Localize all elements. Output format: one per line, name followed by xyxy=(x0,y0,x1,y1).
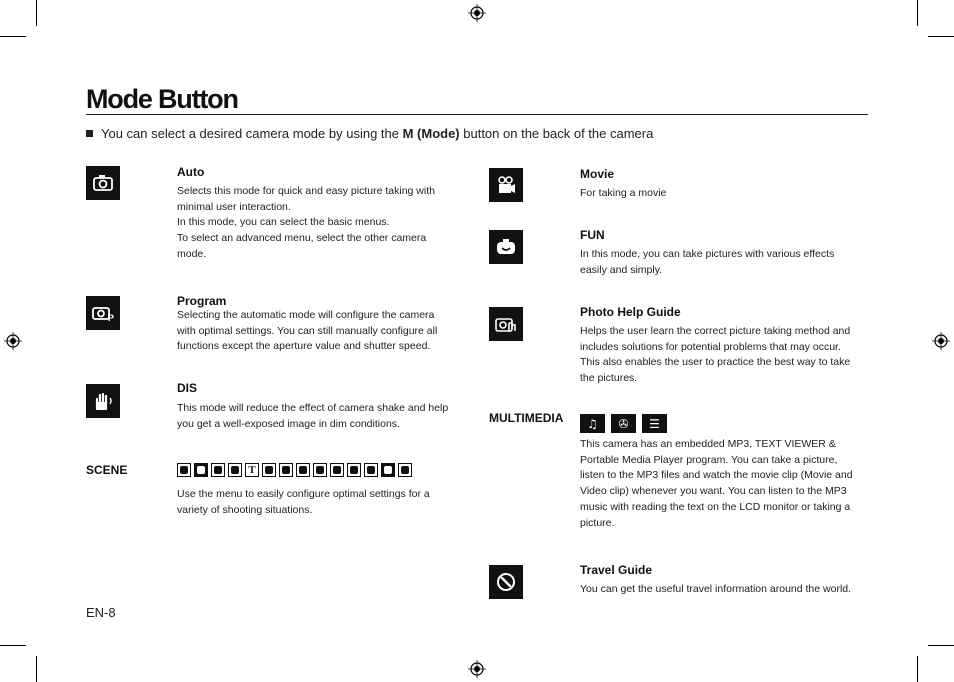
text-document-icon: ☰ xyxy=(642,414,667,433)
text-line: In this mode, you can select the basic menus. xyxy=(177,216,390,229)
registration-mark-icon xyxy=(4,332,22,350)
photo-help-description xyxy=(580,324,850,387)
page-number: EN-8 xyxy=(86,605,116,620)
registration-mark-icon xyxy=(468,660,486,678)
text-line: Helps the user learn the correct picture taking method and xyxy=(580,325,851,337)
text-line: For taking a movie xyxy=(580,187,667,199)
program-heading: Program xyxy=(177,294,227,308)
registration-mark-icon xyxy=(468,4,486,22)
intro-text-bold: M (Mode) xyxy=(402,126,460,141)
music-note-icon: ♫ xyxy=(580,414,605,433)
scene-icon-12 xyxy=(364,463,378,477)
text-line: variety of shooting situations. xyxy=(177,503,313,516)
camera-icon xyxy=(86,166,120,200)
scene-icon-11 xyxy=(347,463,361,477)
intro-text-before: You can select a desired camera mode by using the xyxy=(101,126,403,141)
text-line: listen to the MP3 files and watch the movie clip (Movie and xyxy=(580,469,853,482)
svg-text:P: P xyxy=(108,313,115,323)
scene-icon-7 xyxy=(279,463,293,477)
text-line: In this mode, you can take pictures with various effects xyxy=(580,248,835,260)
text-line: includes solutions for potential problems that may occur. xyxy=(580,340,841,353)
scene-icon-4 xyxy=(228,463,242,477)
text-line: you get a well-exposed image in dim conditions. xyxy=(177,417,400,430)
movie-heading: Movie xyxy=(580,167,615,181)
photo-help-guide-icon xyxy=(489,307,523,341)
fun-icon xyxy=(489,230,523,264)
dis-description xyxy=(177,401,448,432)
crop-mark xyxy=(917,656,918,682)
scene-icon-3 xyxy=(211,463,225,477)
scene-icon-6 xyxy=(262,463,276,477)
photo-help-heading: Photo Help Guide xyxy=(580,305,681,319)
fun-description xyxy=(580,247,834,278)
text-line: easily and simply. xyxy=(580,263,663,276)
text-line: picture. xyxy=(580,516,615,529)
title-rule xyxy=(86,114,868,115)
intro-text-after: button on the back of the camera xyxy=(459,126,654,141)
text-line: mode. xyxy=(177,247,207,260)
bullet-square-icon xyxy=(86,130,93,137)
auto-heading: Auto xyxy=(177,165,205,179)
travel-description xyxy=(580,582,851,598)
scene-icons-row xyxy=(177,463,412,477)
multimedia-label: MULTIMEDIA xyxy=(489,411,564,425)
movie-description xyxy=(580,186,666,202)
travel-heading: Travel Guide xyxy=(580,563,653,577)
text-line: the pictures. xyxy=(580,372,638,385)
scene-icon-1 xyxy=(177,463,191,477)
scene-icon-14 xyxy=(398,463,412,477)
multimedia-description xyxy=(580,437,853,531)
scene-icon-13 xyxy=(381,463,395,477)
text-line: Portable Media Player program. You can take a picture, xyxy=(580,453,838,466)
scene-icon-8 xyxy=(296,463,310,477)
dis-hand-icon xyxy=(86,384,120,418)
movie-camera-icon xyxy=(489,168,523,202)
text-line: functions except the aperture value and shutter speed. xyxy=(177,340,431,353)
text-line: with optimal settings. You can still manually configure all xyxy=(177,324,438,337)
scene-label: SCENE xyxy=(86,463,128,477)
crop-mark xyxy=(928,645,954,646)
registration-mark-icon xyxy=(932,332,950,350)
crop-mark xyxy=(928,36,954,37)
compass-icon xyxy=(489,565,523,599)
film-reel-icon: ✇ xyxy=(611,414,636,433)
program-camera-icon xyxy=(86,296,120,330)
scene-icon-2 xyxy=(194,463,208,477)
crop-mark xyxy=(36,0,37,26)
crop-mark xyxy=(0,36,26,37)
text-line: Use the menu to easily configure optimal settings for a xyxy=(177,488,430,500)
text-line: This mode will reduce the effect of camera shake and help xyxy=(177,402,449,414)
text-line: This also enables the user to practice the best way to take xyxy=(580,356,851,369)
scene-description xyxy=(177,487,430,518)
fun-heading: FUN xyxy=(580,228,605,242)
text-line: Video clip) whenever you want. You can listen to the MP3 xyxy=(580,485,847,498)
auto-description xyxy=(177,184,435,263)
text-line: You can get the useful travel information around the world. xyxy=(580,583,852,595)
program-description xyxy=(177,308,437,355)
text-line: Selecting the automatic mode will configure the camera xyxy=(177,309,435,321)
dis-heading: DIS xyxy=(177,381,198,395)
intro-line xyxy=(86,126,653,141)
text-line: minimal user interaction. xyxy=(177,200,291,213)
scene-icon-10 xyxy=(330,463,344,477)
crop-mark xyxy=(0,645,26,646)
text-line: Selects this mode for quick and easy picture taking with xyxy=(177,185,435,197)
text-scene-icon: T xyxy=(245,463,259,477)
multimedia-icons-row xyxy=(580,414,667,433)
page-title: Mode Button xyxy=(86,84,238,114)
scene-icon-9 xyxy=(313,463,327,477)
crop-mark xyxy=(917,0,918,26)
text-line: This camera has an embedded MP3, TEXT VIEWER & xyxy=(580,438,836,450)
text-line: music with reading the text on the LCD monitor or taking a xyxy=(580,500,851,513)
crop-mark xyxy=(36,656,37,682)
text-line: To select an advanced menu, select the other camera xyxy=(177,232,427,245)
